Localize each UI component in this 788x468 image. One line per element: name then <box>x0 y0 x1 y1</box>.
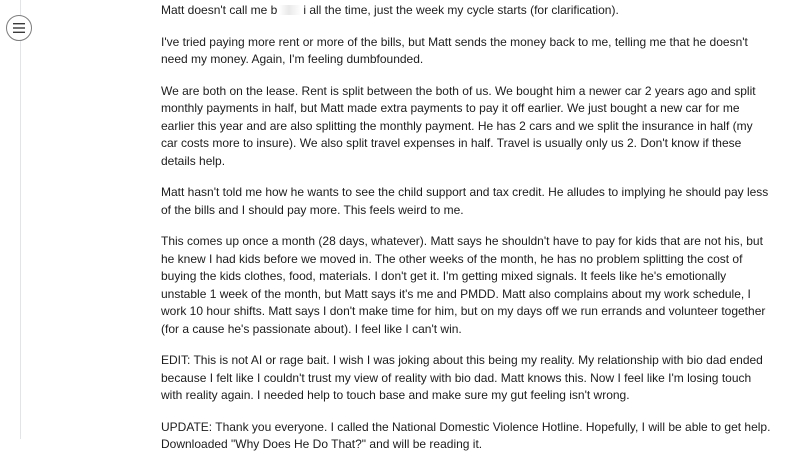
post-paragraph-1-end: i all the time, just the week my cycle starts (for clarification). <box>303 3 619 17</box>
post-paragraph-edit: EDIT: This is not AI or rage bait. I wish I was joking about this being my reality. My relationship with bio dad ended because I felt like I couldn't trust my view of reality with bio dad. Matt knows this. Now I feel like I'm losing touch with reality again. I needed help to touch base and make sure my gut feeling isn't wrong. <box>161 353 763 402</box>
post-paragraph-5: This comes up once a month (28 days, whatever). Matt says he shouldn't have to pay for kids that are not his, but he knew I had kids before we moved in. The other weeks of the month, he has no problem splitting the cost of buying the kids clothes, food, materials. I don't get it. I'm getting mixed signals. It feels like he's emotionally unstable 1 week of the month, but Matt says it's me and PMDD. Matt also complains about my work schedule, I work 10 hour shifts. Matt says I don't make time for him, but on my days off we run errands and volunteer together (for a cause he's passionate about). I feel like I can't win. <box>161 234 766 336</box>
post-paragraph-1 <box>161 0 771 20</box>
post-paragraph-3: We are both on the lease. Rent is split between the both of us. We bought him a newer car 2 years ago and split monthly payments in half, but Matt made extra payments to pay it off earlier. We just bought a new car for me earlier this year and are also splitting the monthly payment. He has 2 cars and we split the insurance in half (my car costs more to insure). We also split travel expenses in half. Travel is usually only us 2. Don't know if these details help. <box>161 83 756 168</box>
menu-lines-icon <box>13 23 25 33</box>
thread-rail <box>20 0 21 439</box>
post-paragraph-2: I've tried paying more rent or more of the bills, but Matt sends the money back to me, telling me that he doesn't need my money. Again, I'm feeling dumbfounded. <box>161 34 748 66</box>
post-body <box>161 0 771 468</box>
post-paragraph-1-start: Matt doesn't call me b <box>161 3 278 17</box>
menu-button[interactable] <box>6 15 32 41</box>
post-paragraph-4: Matt hasn't told me how he wants to see the child support and tax credit. He alludes to implying he should pay less of the bills and I should pay more. This feels weird to me. <box>161 185 769 217</box>
post-paragraph-update: UPDATE: Thank you everyone. I called the National Domestic Violence Hotline. Hopefully, I will be able to get help. Downloaded "Why Does He Do That?" and will be reading it. <box>161 419 771 451</box>
redacted-word <box>279 5 301 15</box>
